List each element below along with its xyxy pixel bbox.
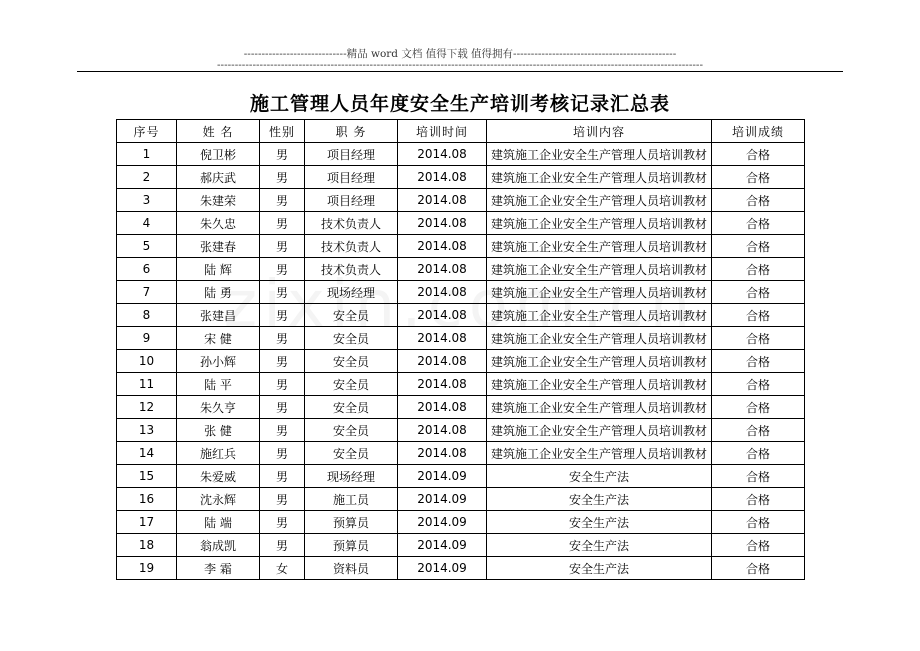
cell-name: 张 健 [177,419,260,442]
cell-no: 3 [117,189,177,212]
cell-no: 11 [117,373,177,396]
cell-name: 张建昌 [177,304,260,327]
cell-content: 建筑施工企业安全生产管理人员培训教材 [487,304,712,327]
table-row [117,327,805,350]
table-row [117,166,805,189]
cell-position: 项目经理 [305,166,398,189]
cell-no: 14 [117,442,177,465]
table-row [117,557,805,580]
cell-gender: 男 [260,166,305,189]
cell-position: 资料员 [305,557,398,580]
cell-name: 朱久忠 [177,212,260,235]
cell-content: 建筑施工企业安全生产管理人员培训教材 [487,396,712,419]
cell-name: 陆 端 [177,511,260,534]
column-header-name: 姓 名 [177,120,260,143]
column-header-content: 培训内容 [487,120,712,143]
cell-content: 建筑施工企业安全生产管理人员培训教材 [487,327,712,350]
page-header-tagline: -----------------------------精品 word 文档 值得下载 值得拥有---------------------------------------------- [243,48,677,60]
cell-time: 2014.08 [398,258,487,281]
cell-no: 5 [117,235,177,258]
cell-content: 建筑施工企业安全生产管理人员培训教材 [487,350,712,373]
cell-no: 6 [117,258,177,281]
table-row [117,189,805,212]
cell-gender: 男 [260,373,305,396]
cell-time: 2014.08 [398,419,487,442]
table-row [117,442,805,465]
cell-result: 合格 [712,166,805,189]
cell-time: 2014.08 [398,235,487,258]
cell-content: 建筑施工企业安全生产管理人员培训教材 [487,143,712,166]
table-row [117,465,805,488]
cell-content: 建筑施工企业安全生产管理人员培训教材 [487,281,712,304]
cell-result: 合格 [712,419,805,442]
cell-name: 陆 勇 [177,281,260,304]
cell-name: 张建春 [177,235,260,258]
cell-position: 预算员 [305,511,398,534]
cell-result: 合格 [712,212,805,235]
header-divider [77,71,843,72]
cell-time: 2014.08 [398,442,487,465]
cell-content: 安全生产法 [487,557,712,580]
cell-position: 现场经理 [305,281,398,304]
cell-name: 朱久亨 [177,396,260,419]
cell-name: 郝庆武 [177,166,260,189]
cell-name: 宋 健 [177,327,260,350]
cell-gender: 女 [260,557,305,580]
cell-gender: 男 [260,534,305,557]
cell-position: 技术负责人 [305,212,398,235]
page-header-dashes: ----------------------------------------------------------------------------------------------------------------------------------------- [216,59,704,71]
cell-no: 8 [117,304,177,327]
column-header-position: 职 务 [305,120,398,143]
cell-gender: 男 [260,465,305,488]
table-row [117,281,805,304]
cell-position: 安全员 [305,327,398,350]
table-row [117,373,805,396]
cell-position: 项目经理 [305,143,398,166]
cell-name: 陆 平 [177,373,260,396]
cell-position: 项目经理 [305,189,398,212]
column-header-time: 培训时间 [398,120,487,143]
cell-position: 安全员 [305,442,398,465]
cell-gender: 男 [260,212,305,235]
cell-gender: 男 [260,189,305,212]
cell-no: 15 [117,465,177,488]
cell-no: 1 [117,143,177,166]
cell-no: 17 [117,511,177,534]
cell-no: 13 [117,419,177,442]
cell-result: 合格 [712,258,805,281]
cell-time: 2014.08 [398,143,487,166]
column-header-gender: 性别 [260,120,305,143]
cell-position: 预算员 [305,534,398,557]
cell-position: 安全员 [305,373,398,396]
cell-time: 2014.08 [398,396,487,419]
cell-position: 施工员 [305,488,398,511]
cell-content: 建筑施工企业安全生产管理人员培训教材 [487,166,712,189]
table-header-row [117,120,805,143]
cell-content: 建筑施工企业安全生产管理人员培训教材 [487,212,712,235]
cell-position: 技术负责人 [305,258,398,281]
cell-no: 18 [117,534,177,557]
cell-result: 合格 [712,235,805,258]
table-row [117,511,805,534]
cell-name: 倪卫彬 [177,143,260,166]
cell-content: 建筑施工企业安全生产管理人员培训教材 [487,189,712,212]
cell-name: 李 霜 [177,557,260,580]
cell-time: 2014.08 [398,350,487,373]
cell-result: 合格 [712,465,805,488]
table-row [117,488,805,511]
cell-time: 2014.08 [398,373,487,396]
cell-result: 合格 [712,350,805,373]
table-row [117,304,805,327]
cell-time: 2014.09 [398,557,487,580]
cell-content: 建筑施工企业安全生产管理人员培训教材 [487,373,712,396]
cell-no: 7 [117,281,177,304]
cell-no: 19 [117,557,177,580]
document-title: 施工管理人员年度安全生产培训考核记录汇总表 [249,93,670,115]
cell-gender: 男 [260,281,305,304]
cell-content: 建筑施工企业安全生产管理人员培训教材 [487,442,712,465]
cell-content: 安全生产法 [487,465,712,488]
cell-position: 安全员 [305,304,398,327]
cell-result: 合格 [712,143,805,166]
cell-name: 朱建荣 [177,189,260,212]
cell-name: 翁成凯 [177,534,260,557]
cell-time: 2014.09 [398,534,487,557]
cell-gender: 男 [260,304,305,327]
cell-gender: 男 [260,442,305,465]
cell-time: 2014.08 [398,166,487,189]
cell-name: 施红兵 [177,442,260,465]
table-row [117,396,805,419]
cell-content: 安全生产法 [487,488,712,511]
cell-position: 安全员 [305,396,398,419]
cell-result: 合格 [712,396,805,419]
cell-result: 合格 [712,488,805,511]
cell-gender: 男 [260,327,305,350]
cell-no: 4 [117,212,177,235]
cell-gender: 男 [260,143,305,166]
cell-content: 安全生产法 [487,511,712,534]
cell-position: 现场经理 [305,465,398,488]
cell-time: 2014.08 [398,327,487,350]
cell-no: 12 [117,396,177,419]
cell-result: 合格 [712,511,805,534]
cell-content: 建筑施工企业安全生产管理人员培训教材 [487,258,712,281]
cell-name: 朱爱威 [177,465,260,488]
cell-result: 合格 [712,557,805,580]
cell-time: 2014.09 [398,511,487,534]
cell-position: 安全员 [305,419,398,442]
table-row [117,350,805,373]
table-row [117,235,805,258]
cell-gender: 男 [260,258,305,281]
cell-result: 合格 [712,327,805,350]
cell-name: 孙小辉 [177,350,260,373]
cell-no: 10 [117,350,177,373]
cell-result: 合格 [712,373,805,396]
cell-result: 合格 [712,442,805,465]
table-row [117,258,805,281]
column-header-no: 序号 [117,120,177,143]
table-row [117,212,805,235]
cell-gender: 男 [260,235,305,258]
cell-no: 16 [117,488,177,511]
table-row [117,534,805,557]
cell-time: 2014.08 [398,304,487,327]
table-row [117,419,805,442]
cell-time: 2014.08 [398,189,487,212]
cell-time: 2014.09 [398,465,487,488]
cell-gender: 男 [260,350,305,373]
table-row [117,143,805,166]
cell-gender: 男 [260,419,305,442]
cell-time: 2014.08 [398,281,487,304]
training-records-table [116,119,805,580]
cell-position: 技术负责人 [305,235,398,258]
cell-result: 合格 [712,534,805,557]
cell-gender: 男 [260,511,305,534]
cell-content: 安全生产法 [487,534,712,557]
cell-content: 建筑施工企业安全生产管理人员培训教材 [487,235,712,258]
column-header-result: 培训成绩 [712,120,805,143]
cell-gender: 男 [260,396,305,419]
cell-result: 合格 [712,189,805,212]
cell-no: 2 [117,166,177,189]
cell-time: 2014.09 [398,488,487,511]
cell-position: 安全员 [305,350,398,373]
cell-result: 合格 [712,304,805,327]
cell-time: 2014.08 [398,212,487,235]
cell-result: 合格 [712,281,805,304]
cell-name: 沈永辉 [177,488,260,511]
cell-content: 建筑施工企业安全生产管理人员培训教材 [487,419,712,442]
cell-name: 陆 辉 [177,258,260,281]
cell-no: 9 [117,327,177,350]
cell-gender: 男 [260,488,305,511]
